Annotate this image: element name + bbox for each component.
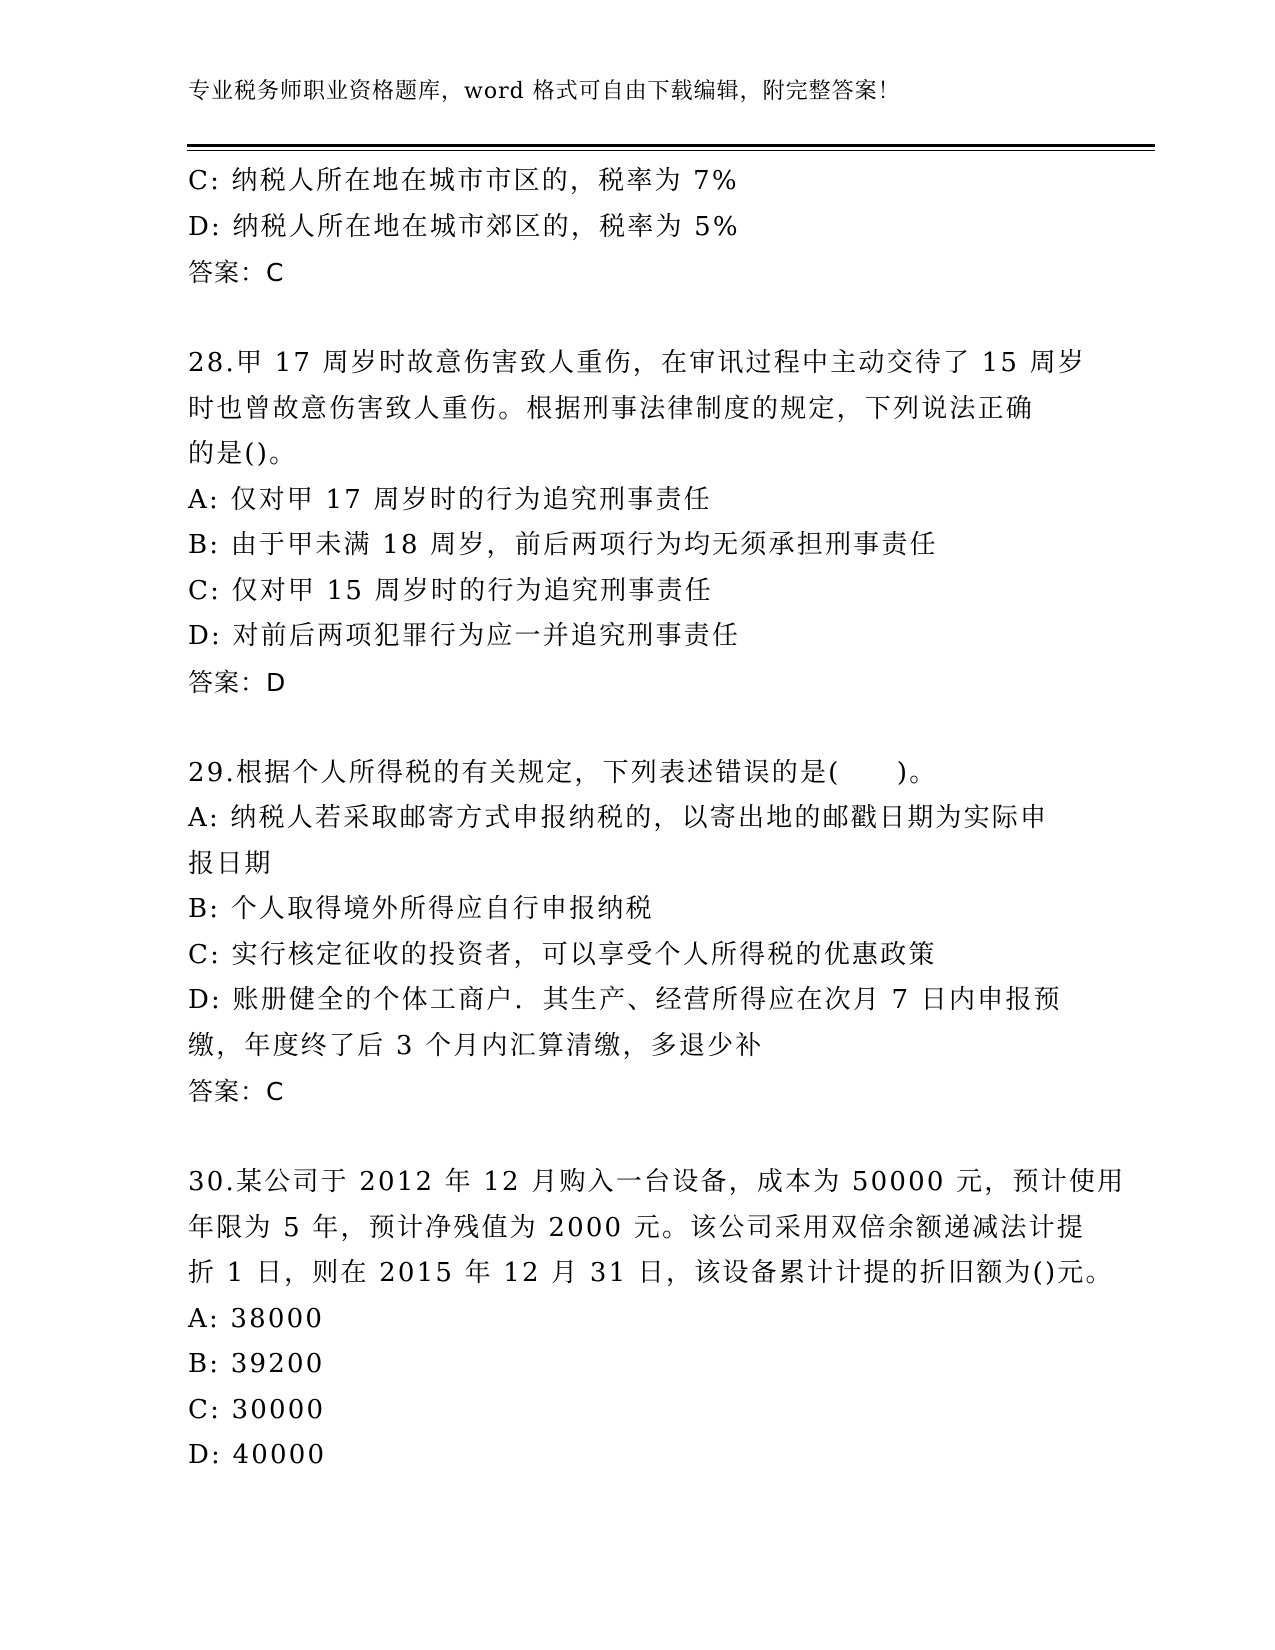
header-divider-thin xyxy=(187,150,1155,151)
question-29 xyxy=(188,751,1088,1115)
option-b: B: 39200 xyxy=(188,1349,325,1379)
spacer xyxy=(188,1115,1088,1161)
option-d: D: 对前后两项犯罪行为应一并追究刑事责任 xyxy=(188,621,741,651)
spacer xyxy=(188,296,1088,342)
question-stem-line: 折 1 日，则在 2015 年 12 月 31 日，该设备累计计提的折旧额为()元。 xyxy=(188,1258,1114,1288)
option-c: C: 仅对甲 15 周岁时的行为追究刑事责任 xyxy=(188,575,713,606)
header-divider xyxy=(187,144,1155,147)
option-a-continued: 报日期 xyxy=(188,848,273,879)
option-d: D: 账册健全的个体工商户．其生产、经营所得应在次月 7 日内申报预 xyxy=(188,985,1062,1015)
option-b: B: 由于甲未满 18 周岁，前后两项行为均无须承担刑事责任 xyxy=(188,530,938,560)
option-a: A: 纳税人若采取邮寄方式申报纳税的，以寄出地的邮戳日期为实际申 xyxy=(188,803,1049,833)
option-a: A: 仅对甲 17 周岁时的行为追究刑事责任 xyxy=(188,484,712,515)
option-d: D: 纳税人所在地在城市郊区的，税率为 5% xyxy=(188,211,740,242)
document-body xyxy=(188,159,1126,1479)
question-stem-line: 时也曾故意伤害致人重伤。根据刑事法律制度的规定，下列说法正确 xyxy=(188,393,1035,424)
option-b: B: 个人取得境外所得应自行申报纳税 xyxy=(188,894,654,924)
question-stem-line: 30.某公司于 2012 年 12 月购入一台设备，成本为 50000 元，预计使用 xyxy=(188,1167,1126,1197)
question-stem-line: 29.根据个人所得税的有关规定，下列表述错误的是( )。 xyxy=(188,757,938,788)
page-header: 专业税务师职业资格题库，word 格式可自由下载编辑，附完整答案！ xyxy=(188,79,901,104)
question-stem-line: 的是()。 xyxy=(188,439,298,469)
answer-line: 答案：C xyxy=(188,1077,285,1106)
answer-line: 答案：D xyxy=(188,667,287,697)
option-d: D: 40000 xyxy=(188,1440,327,1470)
question-stem-line: 28.甲 17 周岁时故意伤害致人重伤，在审讯过程中主动交待了 15 周岁 xyxy=(188,348,1086,378)
continued-question xyxy=(188,159,1088,296)
option-a: A: 38000 xyxy=(188,1303,325,1334)
question-28 xyxy=(188,341,1088,705)
option-d-continued: 缴，年度终了后 3 个月内汇算清缴，多退少补 xyxy=(188,1030,764,1061)
question-30 xyxy=(188,1160,1126,1479)
spacer xyxy=(188,705,1088,751)
option-c: C: 30000 xyxy=(188,1394,326,1425)
question-stem-line: 年限为 5 年，预计净残值为 2000 元。该公司采用双倍余额递减法计提 xyxy=(188,1212,1085,1243)
option-c: C: 纳税人所在地在城市市区的，税率为 7% xyxy=(188,166,739,196)
answer-line: 答案：C xyxy=(188,258,285,287)
option-c: C: 实行核定征收的投资者，可以享受个人所得税的优惠政策 xyxy=(188,939,937,970)
